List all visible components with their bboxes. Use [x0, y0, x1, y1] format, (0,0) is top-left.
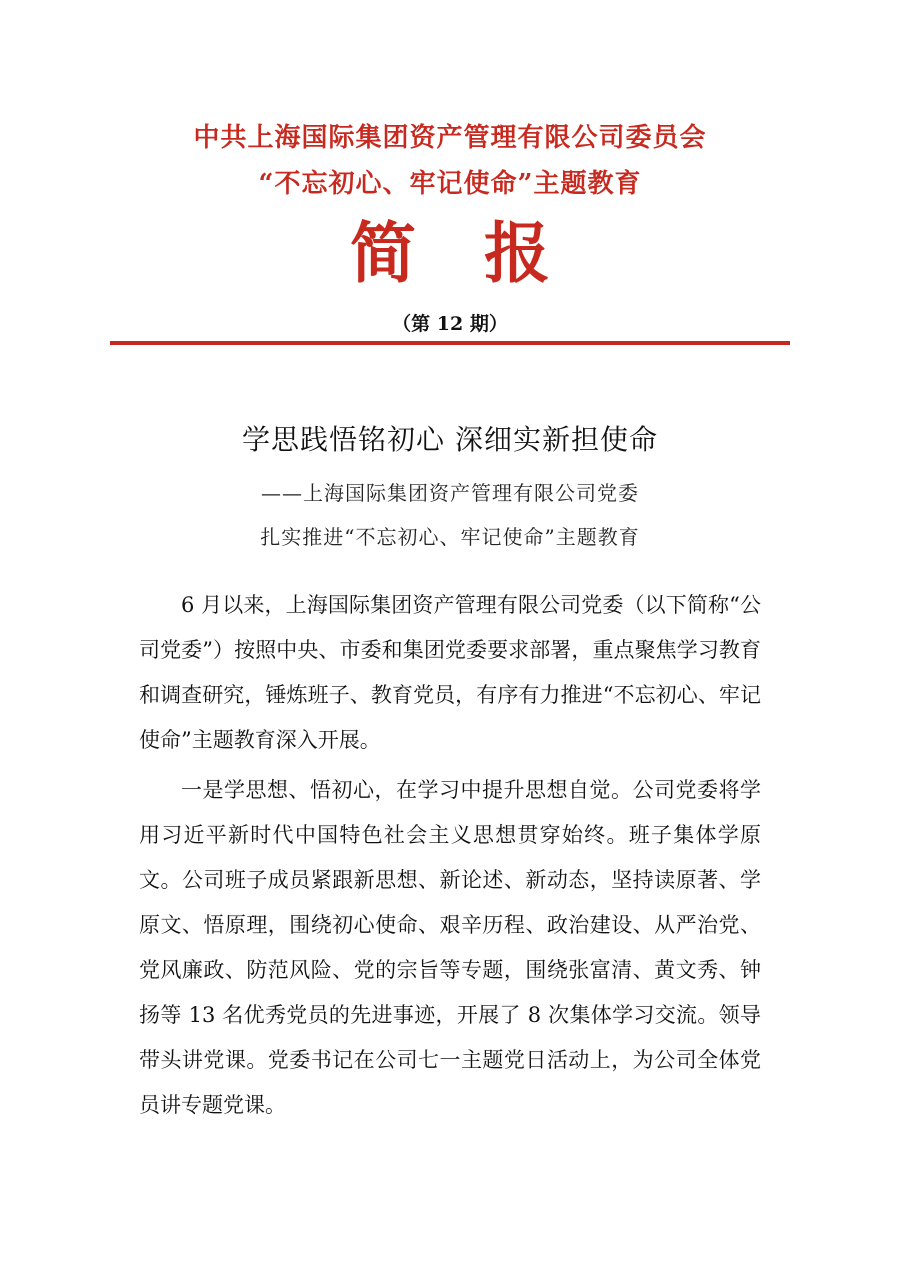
bulletin-char-1: 简 [350, 213, 416, 292]
campaign-heading: “不忘初心、牢记使命”主题教育 [258, 169, 642, 199]
article-subtitle-line-1: ——上海国际集团资产管理有限公司党委 [261, 481, 639, 505]
org-name-heading: 中共上海国际集团资产管理有限公司委员会 [193, 123, 707, 153]
bulletin-masthead [0, 207, 900, 292]
body-paragraph-2: 一是学思想、悟初心，在学习中提升思想自觉。公司党委将学用习近平新时代中国特色社会主义思想贯穿始终。班子集体学原文。公司班子成员紧跟新思想、新论述、新动态，坚持读原著、学原文、悟原理，围绕初心使命、艰辛历程、政治建设、从严治党、党风廉政、防范风险、党的宗旨等专题，围绕张富清、黄文秀、钟扬等 13 名优秀党员的先进事迹，开展了 8 次集体学习交流。领导带头讲党课。党委书记在公司七一主题党日活动上，为公司全体党员讲专题党课。 [139, 778, 761, 1117]
header-divider [110, 341, 790, 345]
article-title: 学思践悟铭初心 深细实新担使命 [242, 423, 658, 456]
article-subtitle-line-2: 扎实推进“不忘初心、牢记使命”主题教育 [260, 525, 640, 549]
bulletin-char-2: 报 [484, 213, 550, 292]
issue-number: （第 12 期） [392, 313, 508, 335]
body-paragraph-1: 6 月以来，上海国际集团资产管理有限公司党委（以下简称“公司党委”）按照中央、市委和集团党委要求部署，重点聚焦学习教育和调查研究，锤炼班子、教育党员，有序有力推进“不忘初心、牢记使命”主题教育深入开展。 [139, 593, 761, 752]
